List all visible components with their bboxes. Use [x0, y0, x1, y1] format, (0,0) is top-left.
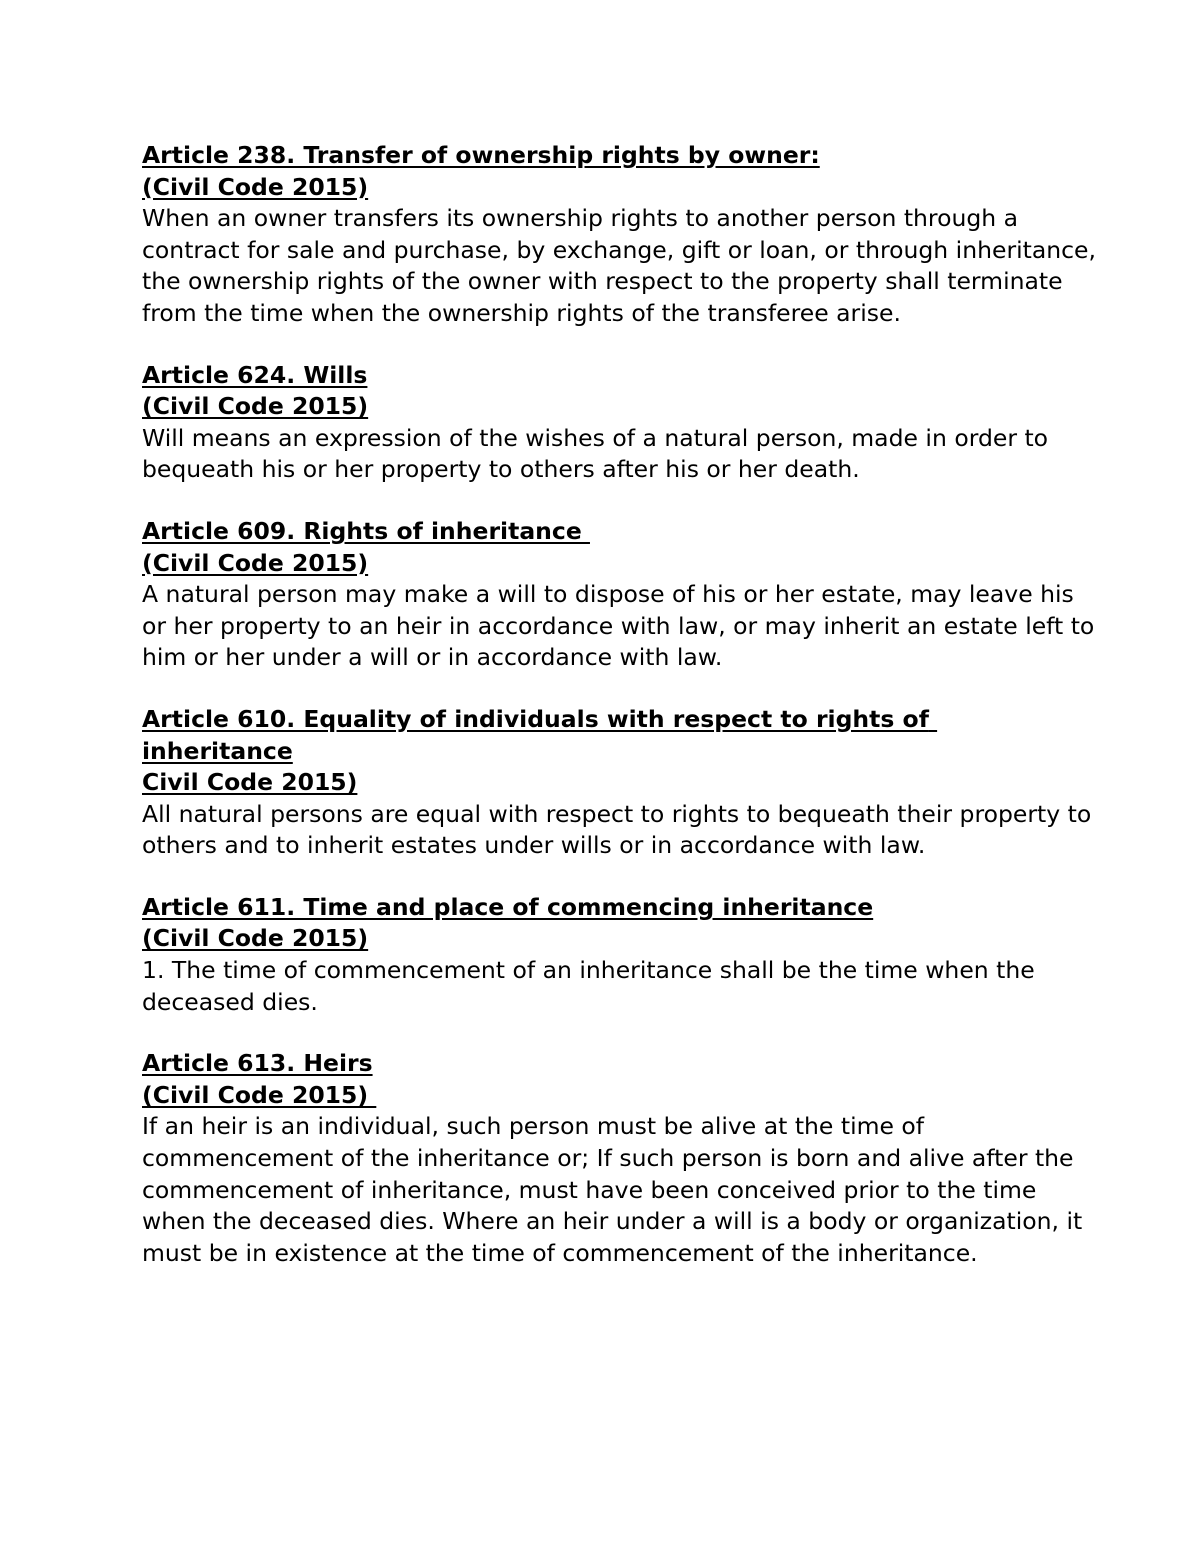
article-238 [142, 140, 1102, 330]
article-611 [142, 892, 1102, 1018]
article-heading: Article 613. Heirs [142, 1049, 373, 1078]
article-heading: Article 238. Transfer of ownership rights by owner: [142, 141, 820, 169]
article-body: If an heir is an individual, such person must be alive at the time of commencement of the inheritance or; If such person is born and alive after the commencement of inheritance, must have been conceived prior to the time when the deceased dies. Where an heir under a will is a body or organization, it must be in existence at the time of commencement of the inheritance. [142, 1112, 1083, 1267]
article-source: (Civil Code 2015) [142, 548, 369, 577]
article-heading: Article 609. Rights of inheritance [142, 516, 590, 545]
article-body: All natural persons are equal with respect to rights to bequeath their property to others and to inherit estates under wills or in accordance with law. [142, 799, 1092, 860]
article-body: Will means an expression of the wishes of a natural person, made in order to bequeath his or her property to others after his or her death. [142, 423, 1049, 484]
article-source: (Civil Code 2015) [142, 392, 369, 421]
article-source: (Civil Code 2015) [142, 172, 369, 201]
article-610 [142, 704, 1102, 862]
article-609 [142, 516, 1102, 674]
article-heading: Article 610. Equality of individuals with respect to rights of inheritance [142, 704, 938, 765]
document-page [142, 140, 1102, 1299]
article-heading: Article 624. Wills [142, 360, 368, 389]
article-heading: Article 611. Time and place of commencing inheritance [142, 892, 874, 921]
article-source: Civil Code 2015) [142, 768, 358, 797]
article-body: When an owner transfers its ownership rights to another person through a contract for sale and purchase, by exchange, gift or loan, or through inheritance, the ownership rights of the owner with respect to the property shall terminate from the time when the ownership rights of the transferee arise. [142, 204, 1096, 327]
article-body: A natural person may make a will to dispose of his or her estate, may leave his or her property to an heir in accordance with law, or may inherit an estate left to him or her under a will or in accordance with law. [142, 580, 1095, 672]
article-613 [142, 1048, 1102, 1269]
article-body: 1. The time of commencement of an inheritance shall be the time when the deceased dies. [142, 956, 1035, 1016]
article-source: (Civil Code 2015) [142, 924, 369, 953]
article-624 [142, 360, 1102, 486]
article-source: (Civil Code 2015) [142, 1080, 377, 1109]
